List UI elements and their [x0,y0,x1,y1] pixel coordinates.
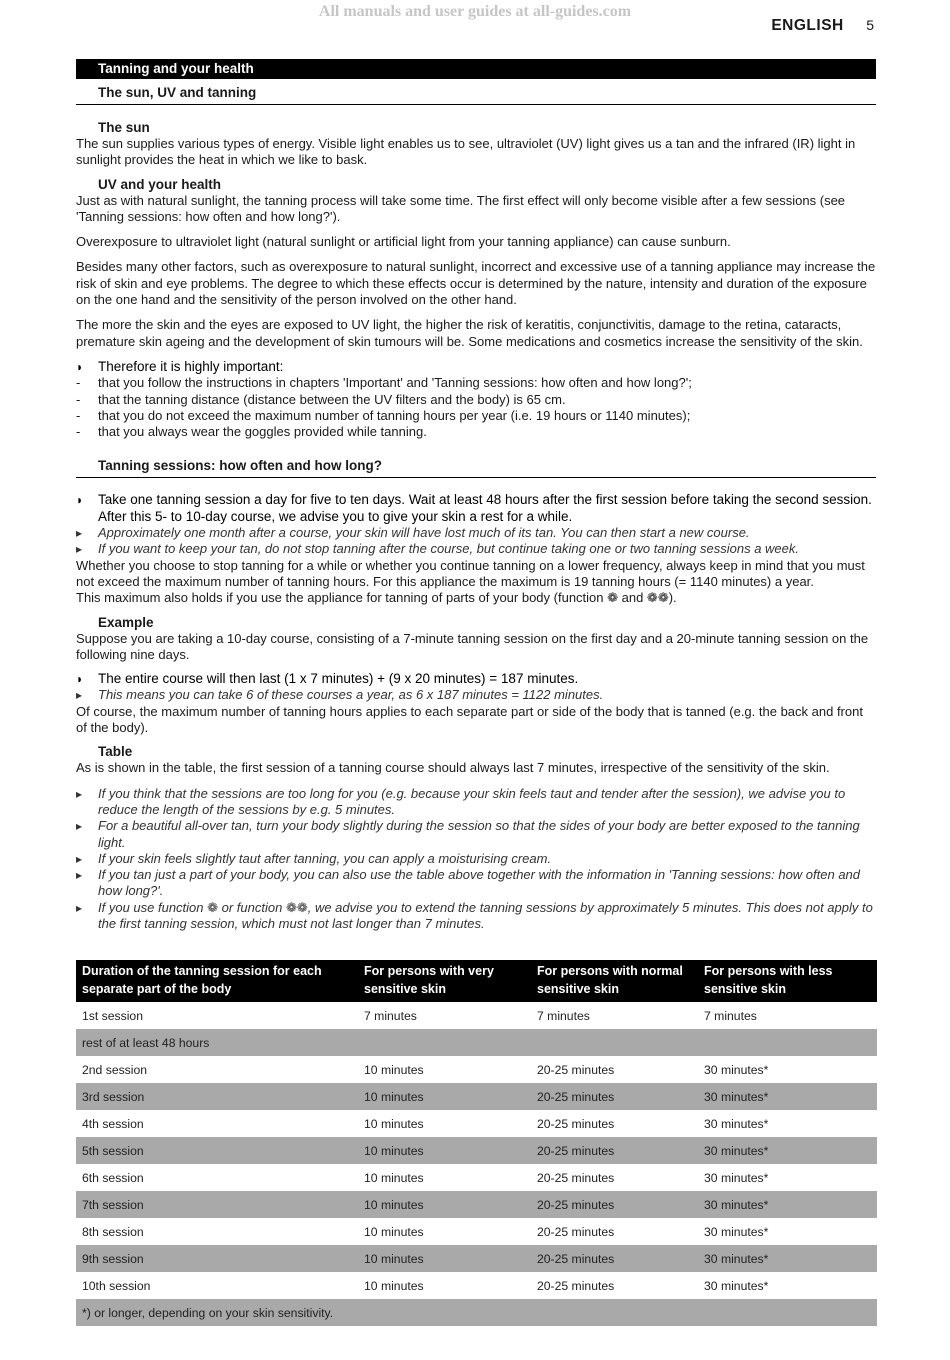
bullet-marker-icon: ◗ [76,672,84,687]
table-cell: 20-25 minutes [537,1062,615,1077]
page-number: 5 [866,17,874,33]
table-row [76,1272,877,1299]
triangle-bullet-icon: ▸ [76,851,83,866]
table-cell: 7th session [76,1191,358,1218]
table-cell: 20-25 minutes [537,1170,615,1185]
column-header: For persons with normal sensitive skin [531,960,698,1002]
example-text: Suppose you are taking a 10-day course, consisting of a 7-minute tanning session on the first day and a 20-minute tanning session on the following nine days. [76,630,869,662]
table-cell: 10 minutes [364,1170,424,1185]
table-cell: 10 minutes [358,1245,531,1272]
tip-item: ▸ If you want to keep your tan, do not stop tanning after the course, but continue taking one or two tanning sessions a week. [76,541,799,557]
table-footnote-row [76,1299,877,1326]
table-cell: 30 minutes* [704,1224,769,1239]
table-cell: 20-25 minutes [537,1224,615,1239]
example-bullet: ◗ The entire course will then last (1 x 7 minutes) + (9 x 20 minutes) = 187 minutes. [76,671,579,687]
table-cell: 20-25 minutes [537,1116,615,1131]
the-sun-text: The sun supplies various types of energy. Visible light enables us to see, ultraviolet (UV) light gives us a tan and the infrared (IR) light in sunlight provides the heat in which we like to bask. [76,136,856,168]
table-cell: 30 minutes* [704,1062,769,1077]
table-cell [531,1029,698,1056]
watermark: All manuals and user guides at all-guides.com [318,3,632,20]
table-cell: 30 minutes* [704,1278,769,1293]
column-header: For persons with very sensitive skin [358,960,531,1002]
subsection-sessions-title: Tanning sessions: how often and how long? [76,455,876,478]
tanning-schedule-table [76,960,877,1326]
table-row [76,1083,877,1110]
table-cell: 10 minutes [364,1116,424,1131]
table-cell: 6th session [82,1170,144,1185]
language-label: ENGLISH [771,17,844,34]
example-after-text: Of course, the maximum number of tanning hours applies to each separate part or side of the body that is tanned (e.g. the back and front of the body). [76,703,863,736]
table-cell: 30 minutes* [704,1116,769,1131]
table-heading: Table [98,744,133,760]
section-title: Tanning and your health [76,59,876,79]
table-cell: 30 minutes* [698,1083,877,1110]
table-header-row [76,960,877,1002]
table-row [76,1191,877,1218]
table-cell: 5th session [76,1137,358,1164]
tip-item: ▸ If you use function ❁ or function ❁❁, we advise you to extend the tanning sessions by approximately 5 minutes. This does not apply to the first tanning session, which must not last longer than 7 minutes. [76,899,873,931]
tip-item: ▸ Approximately one month after a course, your skin will have lost much of its tan. You can then start a new course. [76,525,750,541]
table-row [76,1056,877,1083]
tip-item: ▸ If your skin feels slightly taut after tanning, you can apply a moisturising cream. [76,850,552,866]
list-item: - that you do not exceed the maximum number of tanning hours per year (i.e. 19 hours or 1140 minutes); [76,407,691,423]
table-intro: As is shown in the table, the first session of a tanning course should always last 7 minutes, irrespective of the sensitivity of the skin. [76,760,830,776]
uv-paragraph-1: Just as with natural sunlight, the tanning process will take some time. The first effect will only become visible after a few sessions (see 'Tanning sessions: how often and how long?'). [76,192,846,224]
table-row [76,1002,877,1029]
table-row [76,1245,877,1272]
table-cell: 10 minutes [358,1137,531,1164]
list-item: - that you follow the instructions in chapters 'Important' and 'Tanning sessions: how often and how long?'; [76,375,692,391]
table-cell: 10th session [82,1278,151,1293]
table-cell: 30 minutes* [704,1170,769,1185]
table-row [76,1137,877,1164]
table-cell: 20-25 minutes [531,1137,698,1164]
table-cell: 20-25 minutes [537,1278,615,1293]
tip-item: ▸ This means you can take 6 of these courses a year, as 6 x 187 minutes = 1122 minutes. [76,687,604,703]
table-cell [698,1029,877,1056]
uv-heading: UV and your health [98,176,222,192]
table-cell: 10 minutes [364,1278,424,1293]
table-cell: 20-25 minutes [531,1191,698,1218]
uv-paragraph-2: Overexposure to ultraviolet light (natural sunlight or artificial light from your tanning appliance) can cause sunburn. [76,234,731,250]
sessions-paragraph-2: This maximum also holds if you use the appliance for tanning of parts of your body (function ❁ and ❁❁). [76,590,677,606]
table-cell: 7 minutes [537,1008,590,1023]
table-cell: 20-25 minutes [531,1245,698,1272]
example-heading: Example [98,614,154,630]
important-bullet: ◗ Therefore it is highly important: [76,358,284,374]
table-cell: 7 minutes [364,1008,417,1023]
table-cell: 3rd session [76,1083,358,1110]
bullet-marker-icon: ◗ [76,493,84,508]
table-cell: 8th session [82,1224,144,1239]
table-cell: 20-25 minutes [531,1083,698,1110]
table-cell: 9th session [76,1245,358,1272]
tip-item: ▸ For a beautiful all-over tan, turn your body slightly during the session so that the sides of your body are better exposed to the tanning light. [76,818,860,850]
table-cell: 30 minutes* [698,1137,877,1164]
table-cell: 4th session [82,1116,144,1131]
tip-item: ▸ If you tan just a part of your body, you can also use the table above together with the information in 'Tanning sessions: how often and how long?'. [76,867,861,899]
triangle-bullet-icon: ▸ [76,900,83,915]
tip-item: ▸ If you think that the sessions are too long for you (e.g. because your skin feels taut and tender after the session), we advise you to reduce the length of the sessions by e.g. 5 minutes. [76,785,846,817]
table-cell: rest of at least 48 hours [76,1029,358,1056]
triangle-bullet-icon: ▸ [76,526,83,541]
table-cell: 10 minutes [364,1224,424,1239]
table-cell: 10 minutes [358,1083,531,1110]
table-row [76,1029,877,1056]
table-cell: 10 minutes [364,1062,424,1077]
table-cell: 1st session [82,1008,143,1023]
triangle-bullet-icon: ▸ [76,542,83,557]
table-cell: 2nd session [82,1062,148,1077]
table-row [76,1164,877,1191]
triangle-bullet-icon: ▸ [76,786,83,801]
table-cell: 30 minutes* [698,1245,877,1272]
uv-paragraph-3: Besides many other factors, such as overexposure to natural sunlight, incorrect and excessive use of a tanning appliance may increase the risk of skin and eye problems. The degree to which these effects occur is determined by the nature, intensity and duration of the exposure on the one hand and the sensitivity of the person involved on the other hand. [76,259,876,308]
triangle-bullet-icon: ▸ [76,819,83,834]
table-row [76,1110,877,1137]
sessions-main-bullet: ◗ Take one tanning session a day for five to ten days. Wait at least 48 hours after the first session before taking the second session. After this 5- to 10-day course, we advise you to give your skin a rest for a while. [76,492,872,524]
table-cell: 7 minutes [704,1008,757,1023]
table-footnote: *) or longer, depending on your skin sensitivity. [76,1299,877,1326]
table-cell: 10 minutes [358,1191,531,1218]
sessions-paragraph-1: Whether you choose to stop tanning for a while or whether you continue tanning on a lower frequency, always keep in mind that you must not exceed the maximum number of tanning hours. For this appliance the maximum is 19 tanning hours (= 1140 minutes) a year. [76,557,865,589]
triangle-bullet-icon: ▸ [76,688,83,703]
list-item: - that you always wear the goggles provided while tanning. [76,424,427,440]
page-header [771,17,874,35]
column-header: Duration of the tanning session for each separate part of the body [76,960,358,1002]
column-header: For persons with less sensitive skin [698,960,877,1002]
subsection-sun-uv-title: The sun, UV and tanning [76,82,876,105]
page-content [76,59,876,1326]
table-cell: 30 minutes* [698,1191,877,1218]
list-item: - that the tanning distance (distance between the UV filters and the body) is 65 cm. [76,391,566,407]
bullet-marker-icon: ◗ [76,359,84,374]
the-sun-heading: The sun [98,120,150,135]
table-cell [358,1029,531,1056]
table-row [76,1218,877,1245]
triangle-bullet-icon: ▸ [76,868,83,883]
uv-paragraph-4: The more the skin and the eyes are exposed to UV light, the higher the risk of keratitis, conjunctivitis, damage to the retina, cataracts, premature skin ageing and the development of skin tumours will be. Some medications and cosmetics increase the sensitivity of the skin. [76,317,863,349]
